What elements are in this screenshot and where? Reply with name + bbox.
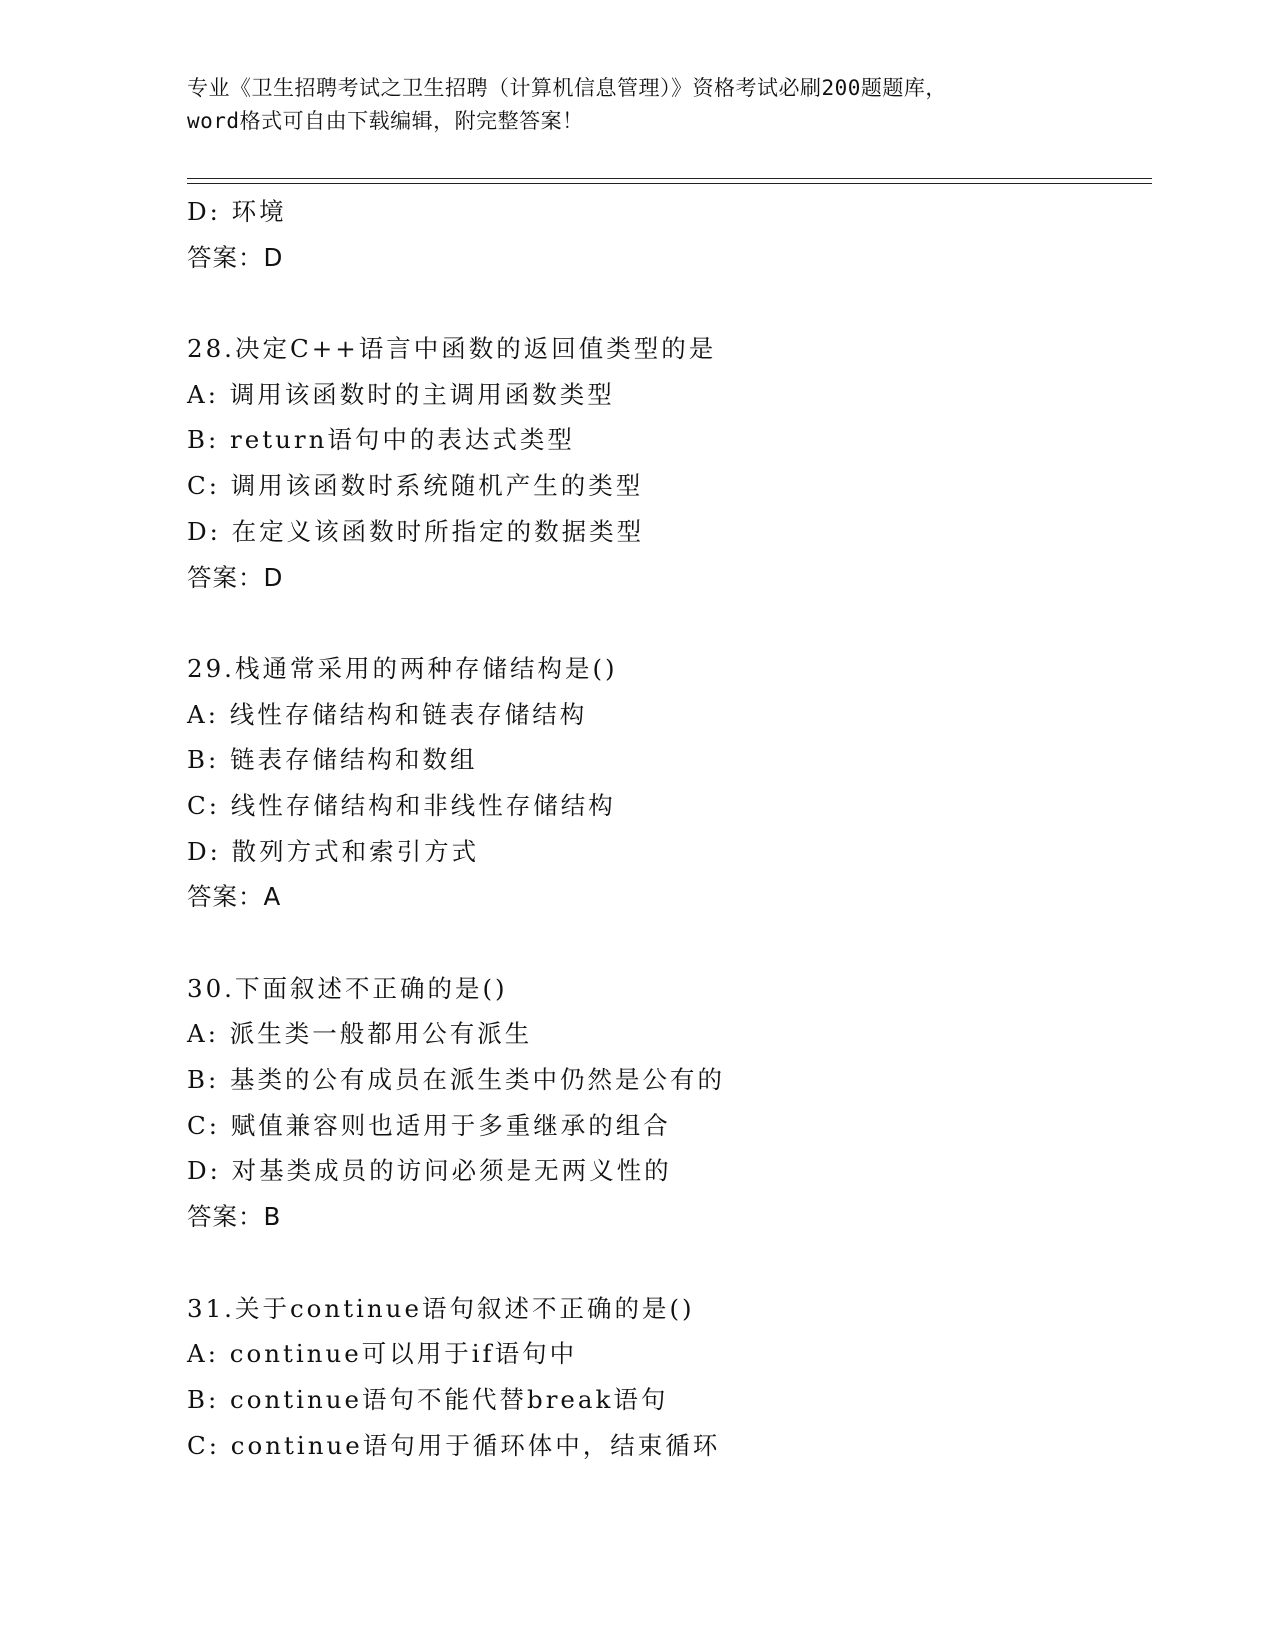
option-b: B: continue语句不能代替break语句: [187, 1384, 669, 1414]
option-a: A: 派生类一般都用公有派生: [187, 1019, 533, 1049]
spacer: [187, 280, 1147, 326]
header-divider-top: [187, 178, 1152, 179]
option-a: A: continue可以用于if语句中: [187, 1339, 578, 1369]
option-a: A: 线性存储结构和链表存储结构: [187, 699, 588, 729]
header-title-line-2: word格式可自由下载编辑，附完整答案！: [187, 109, 584, 133]
option-a: A: 调用该函数时的主调用函数类型: [187, 379, 615, 409]
option-c: C: 赋值兼容则也适用于多重继承的组合: [187, 1110, 671, 1140]
question-30: [187, 966, 1147, 1240]
question-31: [187, 1286, 1147, 1469]
question-title: 31.关于continue语句叙述不正确的是(): [187, 1293, 695, 1323]
prev-answer: 答案：D: [187, 242, 284, 272]
spacer: [187, 600, 1147, 646]
question-title: 28.决定C++语言中函数的返回值类型的是: [187, 334, 717, 364]
question-29: [187, 646, 1147, 920]
option-d: D: 在定义该函数时所指定的数据类型: [187, 516, 645, 546]
answer: 答案：B: [187, 1202, 282, 1232]
page-header: [187, 72, 1087, 138]
spacer: [187, 1240, 1147, 1286]
question-list: [187, 189, 1147, 1468]
option-d: D: 散列方式和索引方式: [187, 836, 480, 866]
option-b: B: return语句中的表达式类型: [187, 425, 575, 455]
header-divider-bottom: [187, 183, 1152, 184]
question-28: [187, 326, 1147, 600]
option-c: C: 线性存储结构和非线性存储结构: [187, 790, 616, 820]
question-title: 30.下面叙述不正确的是(): [187, 973, 508, 1003]
option-c: C: continue语句用于循环体中，结束循环: [187, 1430, 721, 1460]
option-b: B: 链表存储结构和数组: [187, 745, 478, 775]
header-title-line-1: 专业《卫生招聘考试之卫生招聘（计算机信息管理）》资格考试必刷200题题库，: [187, 76, 947, 100]
question-title: 29.栈通常采用的两种存储结构是(): [187, 653, 618, 683]
spacer: [187, 920, 1147, 966]
answer: 答案：D: [187, 562, 284, 592]
option-b: B: 基类的公有成员在派生类中仍然是公有的: [187, 1065, 726, 1095]
answer: 答案：A: [187, 882, 282, 912]
prev-option-d: D: 环境: [187, 197, 287, 226]
option-d: D: 对基类成员的访问必须是无两义性的: [187, 1156, 672, 1186]
option-c: C: 调用该函数时系统随机产生的类型: [187, 471, 644, 501]
